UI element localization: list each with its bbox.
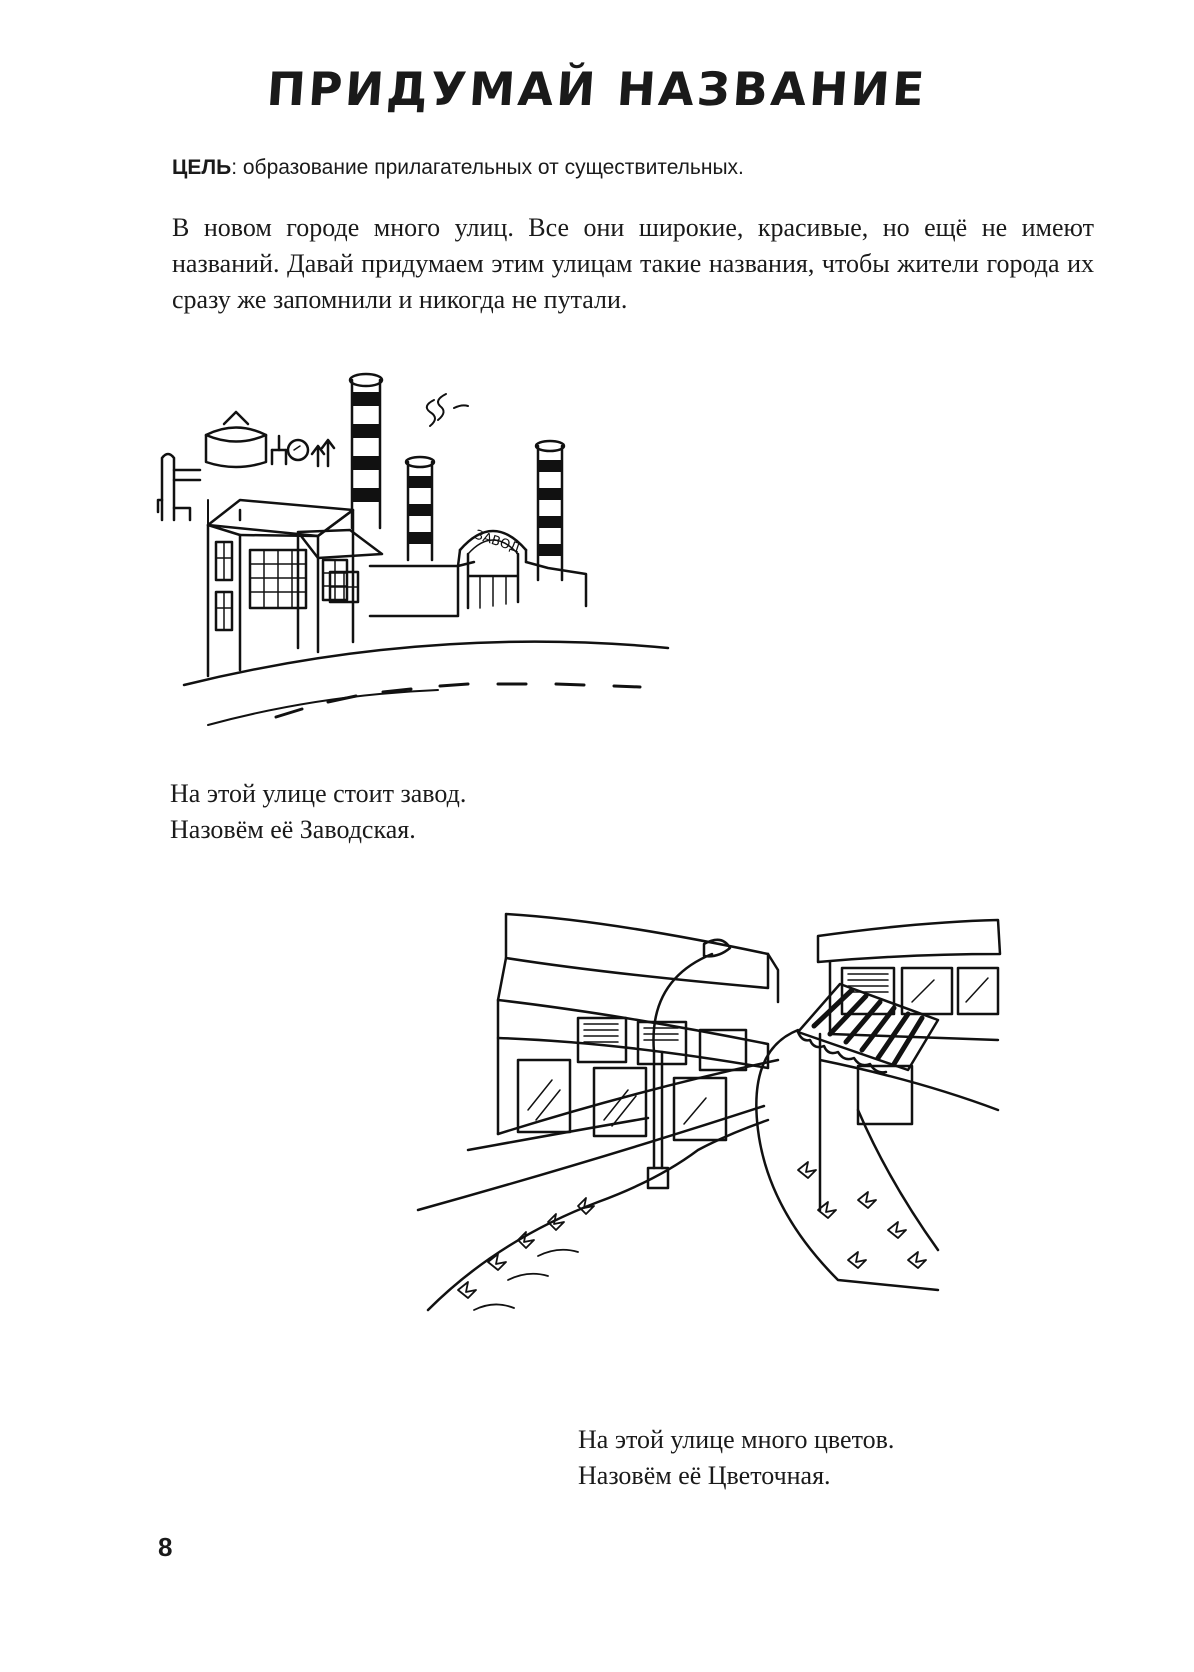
factory-street-illustration [168,380,688,740]
goal-line [172,156,744,180]
factory-caption-line: Назовём её Заводская. [170,815,416,844]
flower-street-caption [578,1422,894,1494]
intro-paragraph: В новом городе много улиц. Все они широкие, красивые, но ещё не имеют названий. Давай придумаем этим улицам такие названия, чтобы жители города их сразу же запомнили и никогда не путали. [172,213,1094,314]
page-number: 8 [158,1532,173,1562]
flower-street-caption-line: На этой улице много цветов. [578,1425,895,1454]
goal-label: ЦЕЛЬ [172,156,232,179]
flower-street-caption-line: Назовём её Цветочная. [578,1461,831,1490]
factory-caption [170,776,466,848]
factory-sign: ЗАВОД [472,527,522,557]
flower-street-illustration [438,910,1078,1390]
page-title: ПРИДУМАЙ НАЗВАНИЕ [265,62,929,116]
factory-caption-line: На этой улице стоит завод. [170,779,467,808]
goal-text: : образование прилагательных от существительных. [231,156,744,179]
